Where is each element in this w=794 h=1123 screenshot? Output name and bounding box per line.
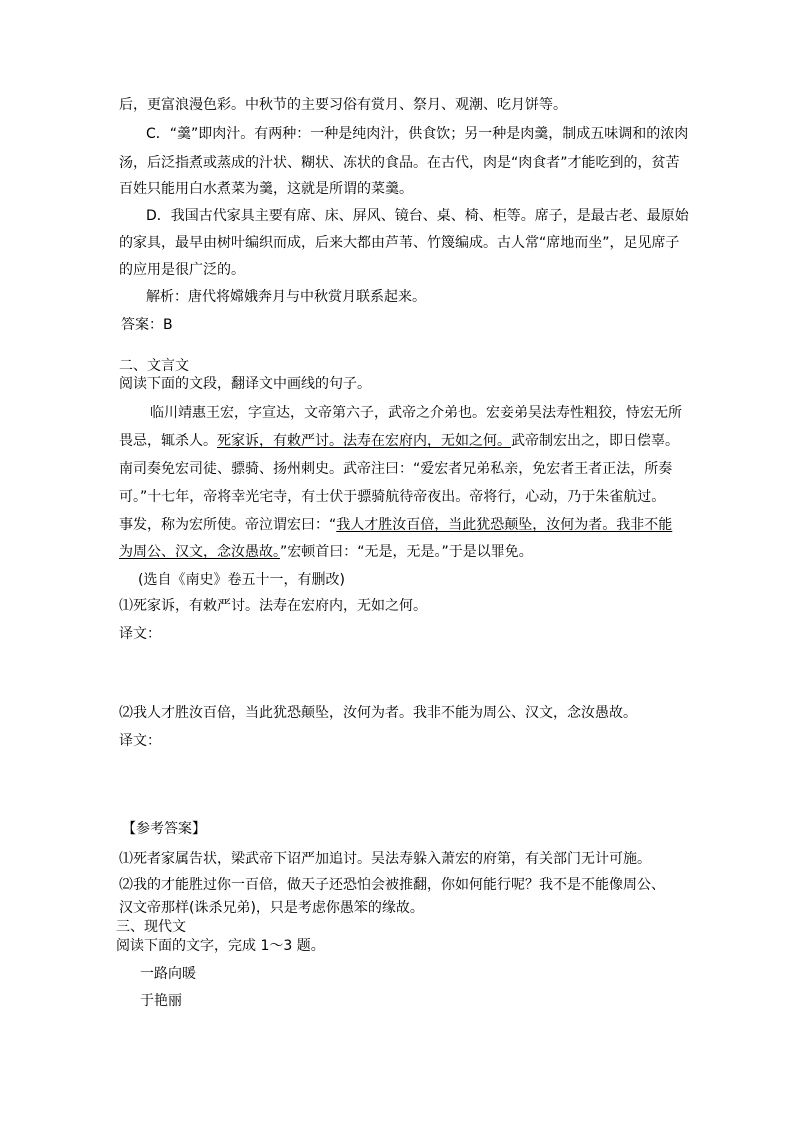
article-title: 一路向暖 bbox=[140, 966, 196, 982]
passage-line-2 bbox=[119, 432, 679, 450]
option-d-line-3: 的应用是很广泛的。 bbox=[119, 262, 245, 278]
option-d-line-2: 的家具，最早由树叶编织而成，后来大都由芦苇、竹篾编成。古人常“席地而坐”，足见席子 bbox=[119, 235, 680, 251]
article-author: 于艳丽 bbox=[140, 993, 182, 1009]
passage-line-6 bbox=[119, 543, 533, 561]
section-2-instruction: 阅读下面的文段，翻译文中画线的句子。 bbox=[119, 376, 371, 392]
reference-answer-2-line-1: ⑵我的才能胜过你一百倍，做天子还恐怕会被推翻，你如何能行呢？我不是不能像周公、 bbox=[119, 877, 665, 893]
reference-answer-heading: 【参考答案】 bbox=[122, 821, 206, 837]
passage-text: ”宏顿首曰：“无是，无是。”于是以罪免。 bbox=[280, 544, 533, 560]
section-3-instruction: 阅读下面的文字，完成 1～3 题。 bbox=[116, 938, 325, 954]
passage-line-3: 南司奏免宏司徒、骠骑、扬州刺史。武帝注曰：“爱宏者兄弟私亲，免宏者王者正法，所奏 bbox=[119, 461, 673, 477]
section-2-heading: 二、文言文 bbox=[119, 358, 189, 374]
option-c-line-2: 汤，后泛指煮或蒸成的汁状、糊状、冻状的食品。在古代，肉是“肉食者”才能吃到的，贫苦 bbox=[119, 155, 680, 171]
reference-answer-1: ⑴死者家属告状，梁武帝下诏严加追讨。吴法寿躲入萧宏的府第，有关部门无计可施。 bbox=[119, 851, 651, 867]
passage-source: (选自《南史》卷五十一，有删改) bbox=[138, 572, 345, 588]
reference-answer-2-line-2: 汉文帝那样(诛杀兄弟)，只是考虑你愚笨的缘故。 bbox=[119, 900, 424, 916]
underlined-sentence-2-part-1: 我人才胜汝百倍，当此犹恐颠坠，汝何为者。我非不能 bbox=[336, 517, 673, 533]
underlined-sentence-2-part-2: 为周公、汉文，念汝愚故。 bbox=[119, 544, 280, 560]
passage-text: 武帝制宏出之，即日偿辜。 bbox=[511, 433, 679, 449]
option-c-line-3: 百姓只能用白水煮菜为羹，这就是所谓的菜羹。 bbox=[119, 181, 413, 197]
question-2-translation-label: 译文： bbox=[119, 733, 161, 749]
option-c-line-1: C．“羹”即肉汁。有两种：一种是纯肉汁，供食饮；另一种是肉羹，制成五味调和的浓肉 bbox=[146, 126, 689, 142]
passage-line-4: 可。”十七年，帝将幸光宅寺，有士伏于骠骑航待帝夜出。帝将行，心动，乃于朱雀航过。 bbox=[119, 489, 666, 505]
passage-text: 事发，称为宏所使。帝泣谓宏曰：“ bbox=[119, 517, 337, 533]
question-2: ⑵我人才胜汝百倍，当此犹恐颠坠，汝何为者。我非不能为周公、汉文，念汝愚故。 bbox=[119, 705, 637, 721]
option-b-tail: 后，更富浪漫色彩。中秋节的主要习俗有赏月、祭月、观潮、吃月饼等。 bbox=[119, 97, 567, 113]
section-3-heading: 三、现代文 bbox=[116, 919, 186, 935]
analysis-text: 解析：唐代将嫦娥奔月与中秋赏月联系起来。 bbox=[146, 289, 426, 305]
passage-text: 畏忌，辄杀人。 bbox=[119, 433, 217, 449]
option-d-line-1: D．我国古代家具主要有席、床、屏风、镜台、桌、椅、柜等。席子，是最古老、最原始 bbox=[146, 208, 689, 224]
answer-text: 答案：B bbox=[121, 317, 173, 333]
passage-line-1: 临川靖惠王宏，字宣达，文帝第六子，武帝之介弟也。宏妾弟吴法寿性粗狡，恃宏无所 bbox=[150, 405, 682, 421]
passage-line-5 bbox=[119, 516, 672, 534]
question-1: ⑴死家诉，有敕严讨。法寿在宏府内，无如之何。 bbox=[119, 598, 427, 614]
question-1-translation-label: 译文： bbox=[119, 626, 161, 642]
underlined-sentence-1: 死家诉，有敕严讨。法寿在宏府内，无如之何。 bbox=[217, 433, 511, 449]
